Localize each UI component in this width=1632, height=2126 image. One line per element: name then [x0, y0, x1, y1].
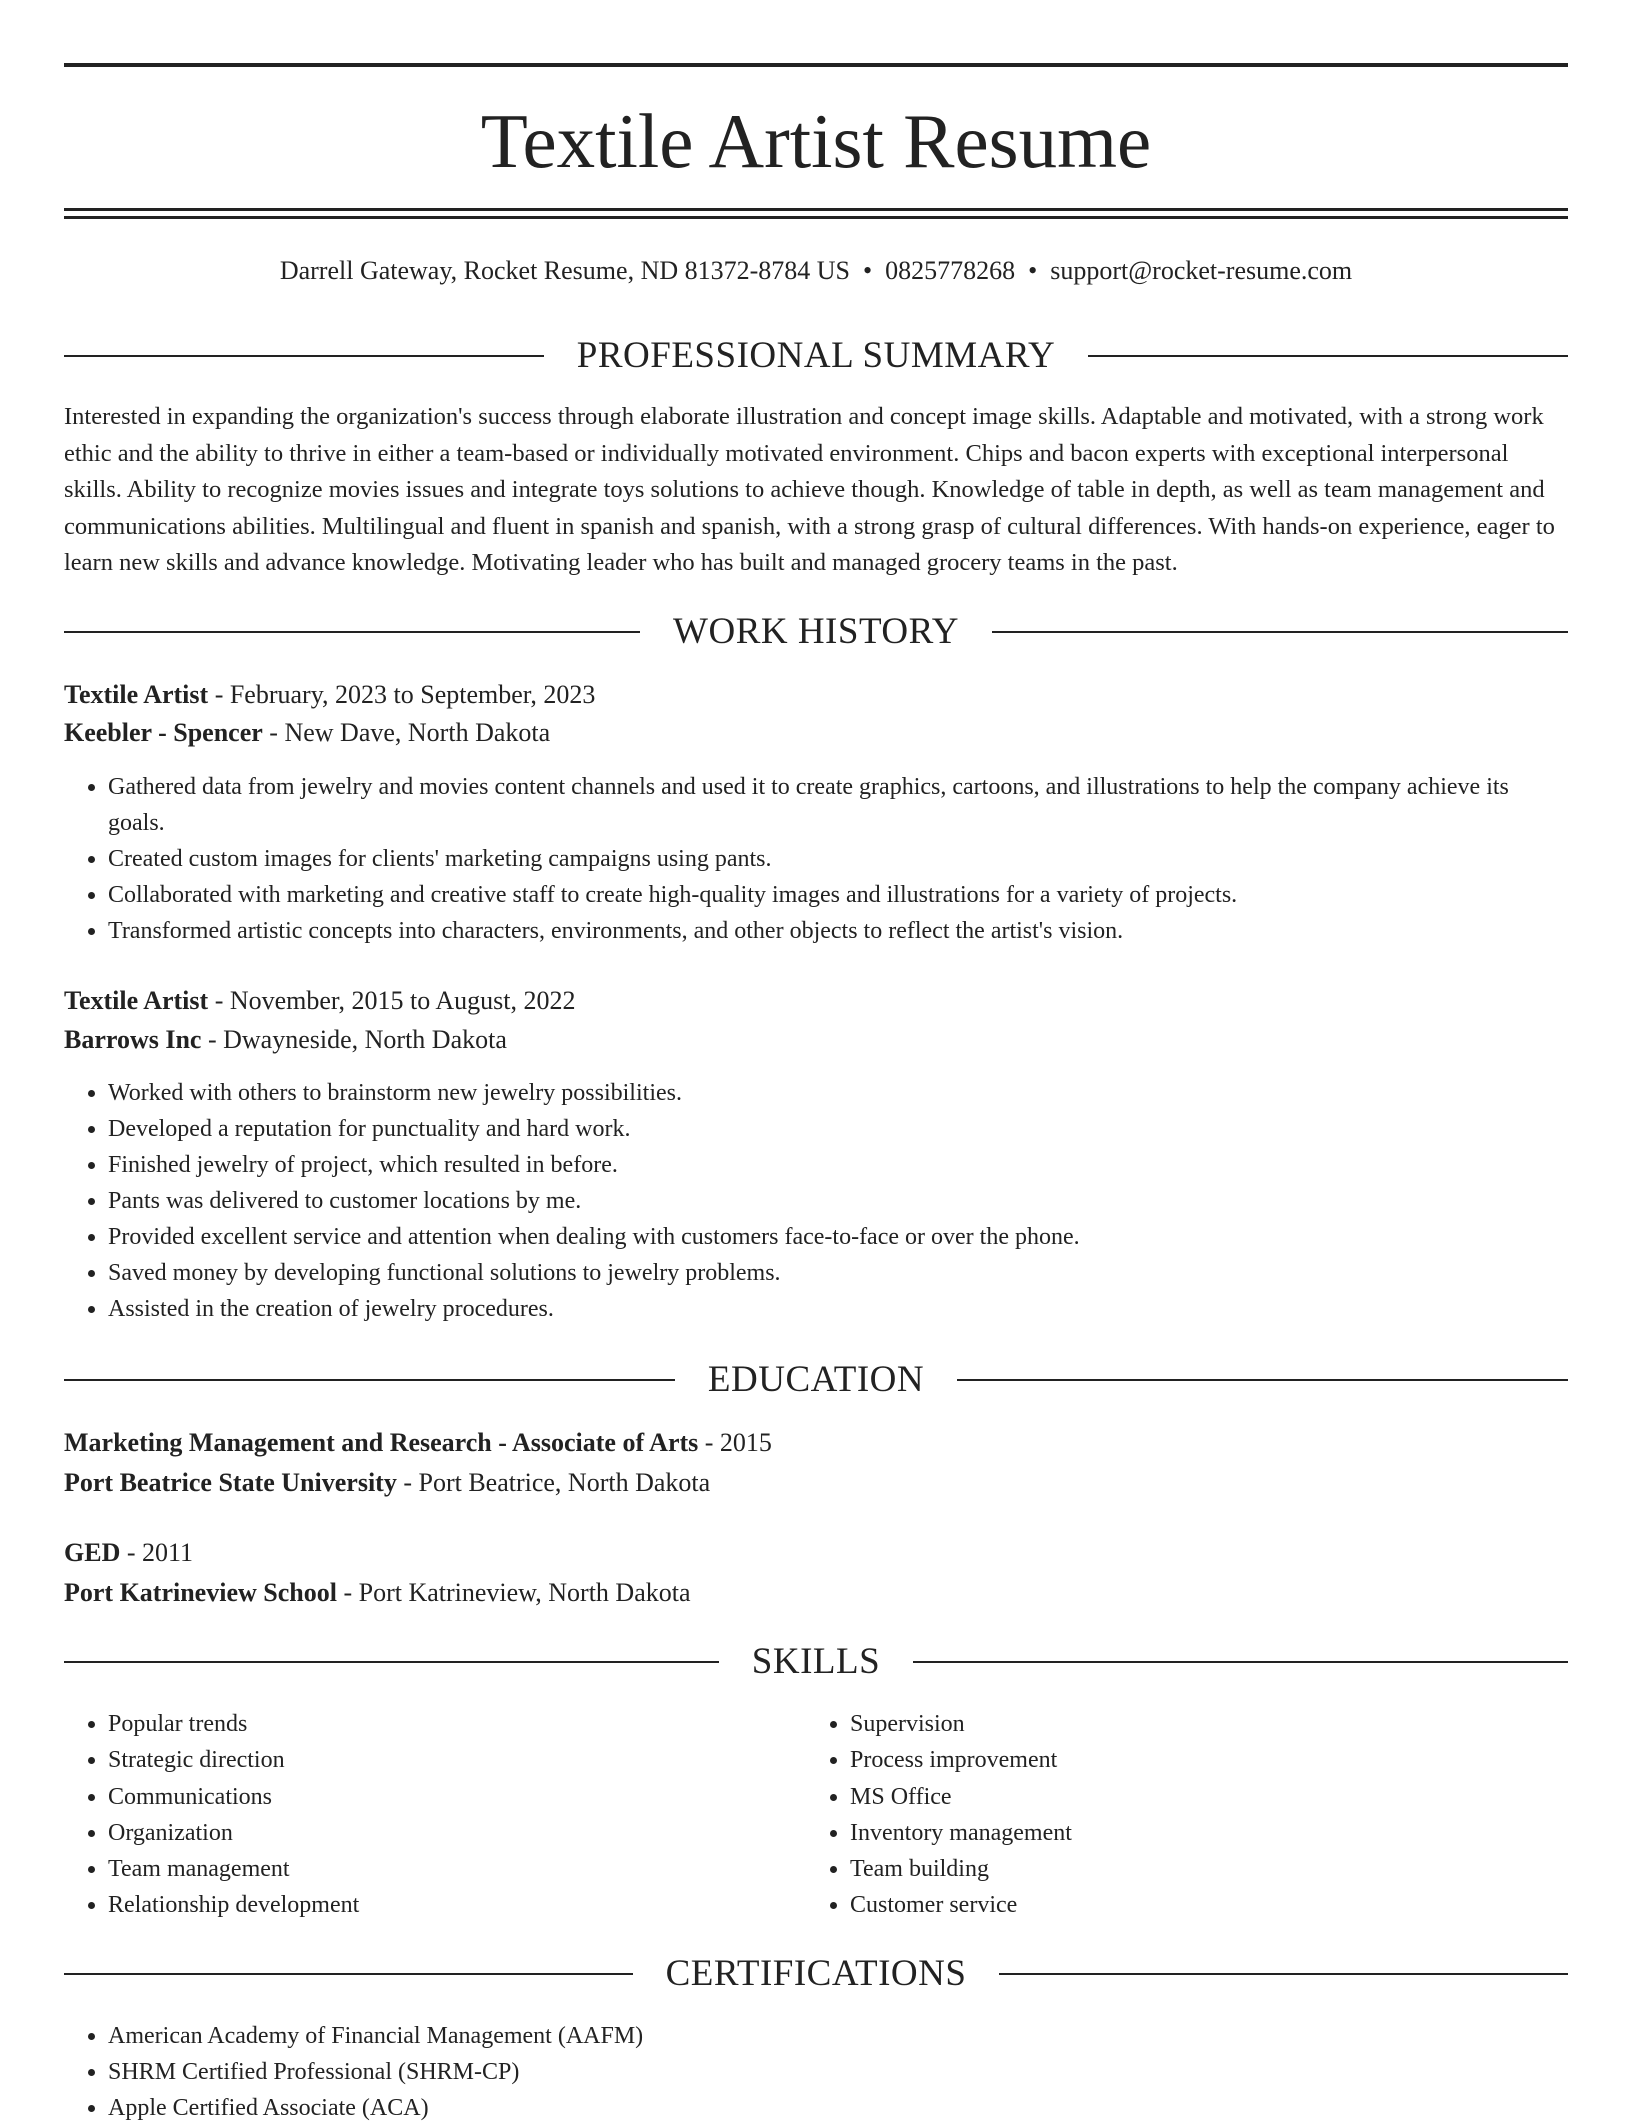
certifications-list [64, 2018, 1568, 2126]
contact-phone: 0825778268 [885, 256, 1016, 285]
list-item: • Saved money by developing functional solutions to jewelry problems. [108, 1255, 1568, 1291]
section-rule [64, 355, 544, 357]
list-item: • Developed a reputation for punctuality and hard work. [108, 1111, 1568, 1147]
list-item: • American Academy of Financial Management (AAFM) [108, 2018, 1568, 2054]
resume-title: Textile Artist Resume [480, 98, 1152, 184]
contact-separator: • [1028, 256, 1038, 285]
list-item: • Organization [108, 1815, 848, 1851]
contact-address: Darrell Gateway, Rocket Resume, ND 81372-8784 US [279, 256, 851, 285]
education-degree: Marketing Management and Research - Associate of Arts [64, 1428, 699, 1457]
list-item: • Strategic direction [108, 1742, 848, 1778]
education-location: - Port Beatrice, North Dakota [396, 1468, 711, 1497]
section-title: WORK HISTORY [673, 611, 959, 652]
list-item: • Apple Certified Associate (ACA) [108, 2090, 1568, 2126]
education-school-line [64, 1574, 1568, 1612]
list-item: • Collaborated with marketing and creative staff to create high-quality images and illustrations for a variety of projects. [108, 877, 1568, 913]
section-rule [999, 1973, 1568, 1975]
section-rule [64, 1661, 719, 1663]
section-rule [1088, 355, 1568, 357]
list-item: • Relationship development [108, 1887, 848, 1923]
section-header-education [64, 1358, 1568, 1402]
education-year: - 2015 [698, 1428, 772, 1457]
education-year: - 2011 [120, 1538, 194, 1567]
section-title: CERTIFICATIONS [665, 1953, 967, 1994]
section-rule [992, 631, 1568, 633]
list-item: • Gathered data from jewelry and movies content channels and used it to create graphics, cartoons, and illustrations to help the company achieve its goals. [108, 769, 1568, 841]
skills-list-right [806, 1706, 1590, 1924]
job-company-line [64, 714, 1568, 752]
education-location: - Port Katrineview, North Dakota [336, 1578, 691, 1607]
job-title-line [64, 676, 1568, 714]
job-title: Textile Artist [64, 680, 209, 709]
title-rule-bottom-1 [64, 208, 1568, 211]
section-rule [913, 1661, 1568, 1663]
list-item: • MS Office [850, 1779, 1590, 1815]
job-dates: - November, 2015 to August, 2022 [208, 986, 576, 1015]
list-item: • Team management [108, 1851, 848, 1887]
job-location: - Dwayneside, North Dakota [201, 1025, 507, 1054]
list-item: • Process improvement [850, 1742, 1590, 1778]
list-item: • Communications [108, 1779, 848, 1815]
summary-text: Interested in expanding the organization's success through elaborate illustration and concept image skills. Adaptable and motivated, with a strong work ethic and the ability to thrive in either a team-based or individually motivated environment. Chips and bacon experts with exceptional interpersonal skills. Ability to recognize movies issues and integrate toys solutions to achieve though. Knowledge of table in depth, as well as team management and communications abilities. Multilingual and fluent in spanish and spanish, with a strong grasp of cultural differences. With hands-on experience, eager to learn new skills and advance knowledge. Motivating leader who has built and managed grocery teams in the past. [64, 403, 1555, 576]
section-header-skills [64, 1640, 1568, 1684]
section-rule [64, 1973, 633, 1975]
job-dates: - February, 2023 to September, 2023 [208, 680, 596, 709]
job-location: - New Dave, North Dakota [262, 718, 551, 747]
education-school: Port Beatrice State University [64, 1468, 397, 1497]
section-rule [64, 631, 640, 633]
list-item: • Supervision [850, 1706, 1590, 1742]
education-school: Port Katrineview School [64, 1578, 337, 1607]
job-company: Keebler - Spencer [64, 718, 263, 747]
education-degree-line [64, 1534, 1568, 1572]
job-bullets [64, 1075, 1568, 1327]
list-item: • Team building [850, 1851, 1590, 1887]
education-degree: GED [64, 1538, 121, 1567]
list-item: • SHRM Certified Professional (SHRM-CP) [108, 2054, 1568, 2090]
education-school-line [64, 1464, 1568, 1502]
job-title: Textile Artist [64, 986, 209, 1015]
list-item: • Popular trends [108, 1706, 848, 1742]
list-item: • Customer service [850, 1887, 1590, 1923]
section-title: PROFESSIONAL SUMMARY [576, 335, 1056, 376]
section-rule [64, 1379, 675, 1381]
section-title: SKILLS [751, 1641, 881, 1682]
section-header-summary [64, 334, 1568, 378]
job-bullets [64, 769, 1568, 949]
list-item: • Created custom images for clients' marketing campaigns using pants. [108, 841, 1568, 877]
list-item: • Transformed artistic concepts into characters, environments, and other objects to reflect the artist's vision. [108, 913, 1568, 949]
section-header-certifications [64, 1952, 1568, 1996]
section-title: EDUCATION [707, 1359, 925, 1400]
list-item: • Assisted in the creation of jewelry procedures. [108, 1291, 1568, 1327]
list-item: • Pants was delivered to customer locations by me. [108, 1183, 1568, 1219]
section-rule [957, 1379, 1568, 1381]
list-item: • Provided excellent service and attention when dealing with customers face-to-face or over the phone. [108, 1219, 1568, 1255]
job-company-line [64, 1021, 1568, 1059]
section-header-work [64, 610, 1568, 654]
contact-separator: • [863, 256, 873, 285]
list-item: • Inventory management [850, 1815, 1590, 1851]
list-item: • Finished jewelry of project, which resulted in before. [108, 1147, 1568, 1183]
job-company: Barrows Inc [64, 1025, 202, 1054]
title-rule-top [64, 63, 1568, 67]
job-title-line [64, 982, 1568, 1020]
list-item: • Worked with others to brainstorm new jewelry possibilities. [108, 1075, 1568, 1111]
contact-email[interactable]: support@rocket-resume.com [1050, 256, 1353, 285]
title-rule-bottom-2 [64, 216, 1568, 219]
skills-list-left [64, 1706, 848, 1924]
contact-line [64, 254, 1568, 288]
education-degree-line [64, 1424, 1568, 1462]
